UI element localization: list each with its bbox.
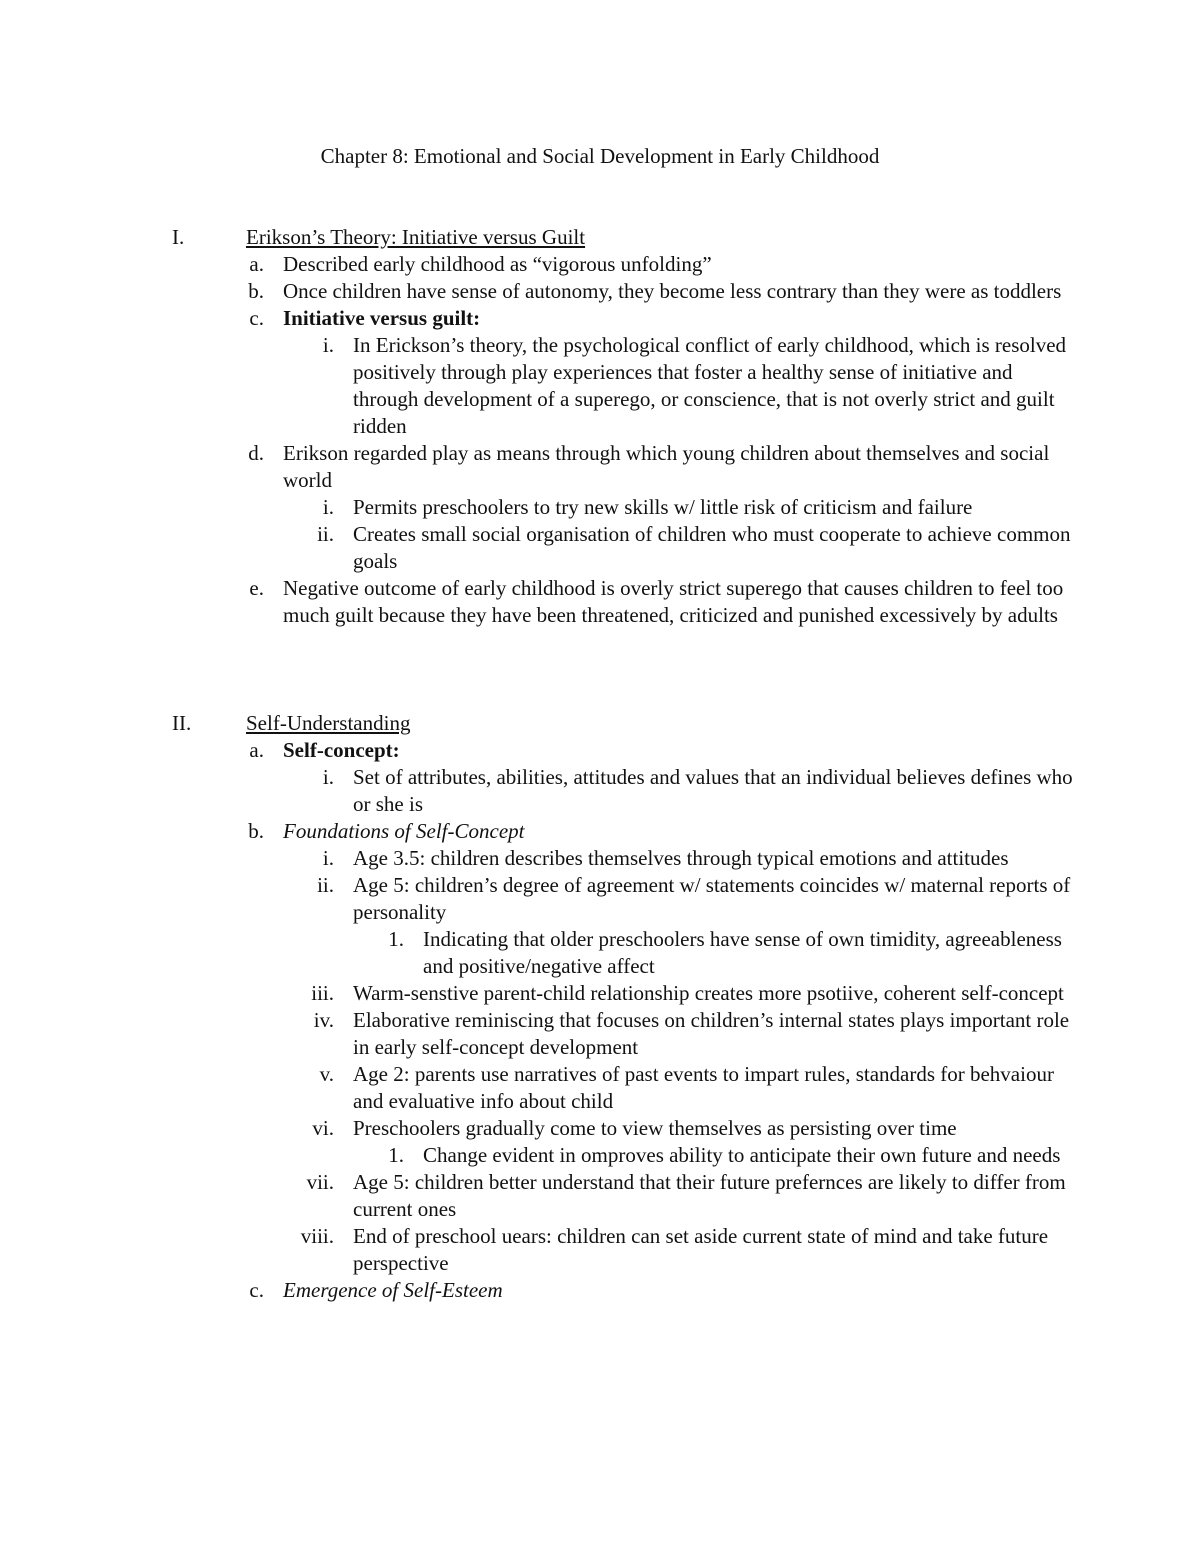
item-text: Described early childhood as “vigorous unfolding” <box>283 252 712 276</box>
item-marker: vi. <box>312 1116 334 1140</box>
list-item <box>0 1061 1200 1115</box>
item-marker: 1. <box>388 927 404 951</box>
list-item <box>0 1007 1200 1061</box>
item-text: End of preschool uears: children can set aside current state of mind and take future perspective <box>353 1224 1049 1275</box>
item-text: Preschoolers gradually come to view themselves as persisting over time <box>353 1116 957 1140</box>
item-marker: c. <box>249 306 264 330</box>
item-text: Permits preschoolers to try new skills w/ little risk of criticism and failure <box>353 495 973 519</box>
item-marker: viii. <box>300 1224 334 1248</box>
item-text: In Erickson’s theory, the psychological conflict of early childhood, which is resolved positively through play experiences that foster a healthy sense of initiative and through development of a superego, or conscience, that is not overly strict and guilt ridden <box>353 333 1067 438</box>
section-number: I. <box>172 225 185 249</box>
list-item <box>0 575 1200 629</box>
section-heading: Erikson’s Theory: Initiative versus Guilt <box>246 225 586 249</box>
item-text: Age 5: children better understand that their future prefernces are likely to differ from current ones <box>353 1170 1066 1221</box>
section-number: II. <box>172 711 192 735</box>
page-title: Chapter 8: Emotional and Social Development in Early Childhood <box>320 144 880 168</box>
list-item <box>0 764 1200 818</box>
item-text: Once children have sense of autonomy, they become less contrary than they were as toddlers <box>283 279 1062 303</box>
item-marker: ii. <box>317 873 334 897</box>
item-marker: b. <box>248 819 264 843</box>
item-marker: c. <box>249 1278 264 1302</box>
list-item <box>0 818 1200 845</box>
item-marker: b. <box>248 279 264 303</box>
item-text: Change evident in omproves ability to anticipate their own future and needs <box>423 1143 1061 1167</box>
item-marker: ii. <box>317 522 334 546</box>
item-marker: iii. <box>311 981 334 1005</box>
item-text: Negative outcome of early childhood is overly strict superego that causes children to feel too much guilt because they have been threatened, criticized and punished excessively by adults <box>283 576 1064 627</box>
item-text: Foundations of Self-Concept <box>283 819 525 843</box>
list-item <box>0 737 1200 764</box>
list-item <box>0 1223 1200 1277</box>
item-marker: 1. <box>388 1143 404 1167</box>
list-item <box>0 1169 1200 1223</box>
list-item <box>0 980 1200 1007</box>
item-text: Erikson regarded play as means through which young children about themselves and social world <box>283 441 1050 492</box>
item-text: Indicating that older preschoolers have sense of own timidity, agreeableness and positive/negative affect <box>423 927 1062 978</box>
item-text: Age 5: children’s degree of agreement w/ statements coincides w/ maternal reports of personality <box>353 873 1071 924</box>
item-text: Self-concept: <box>283 738 400 762</box>
section-heading: Self-Understanding <box>246 711 411 735</box>
item-text: Initiative versus guilt: <box>283 306 481 330</box>
item-text: Age 3.5: children describes themselves through typical emotions and attitudes <box>353 846 1009 870</box>
item-marker: v. <box>319 1062 334 1086</box>
list-item <box>0 1277 1200 1304</box>
item-text: Warm-senstive parent-child relationship creates more psotiive, coherent self-concept <box>353 981 1064 1005</box>
item-text: Age 2: parents use narratives of past events to impart rules, standards for behvaiour and evaluative info about child <box>353 1062 1054 1113</box>
item-marker: vii. <box>306 1170 334 1194</box>
list-item <box>0 494 1200 521</box>
list-item <box>0 251 1200 278</box>
item-marker: i. <box>322 333 334 357</box>
item-marker: e. <box>249 576 264 600</box>
item-text: Elaborative reminiscing that focuses on children’s internal states plays important role in early self-concept development <box>353 1008 1070 1059</box>
item-marker: i. <box>322 495 334 519</box>
list-item <box>0 440 1200 494</box>
list-item <box>0 1115 1200 1142</box>
list-item <box>0 521 1200 575</box>
list-item <box>0 305 1200 332</box>
list-item <box>0 872 1200 926</box>
list-item <box>0 278 1200 305</box>
item-marker: a. <box>249 252 264 276</box>
item-marker: d. <box>248 441 264 465</box>
item-marker: iv. <box>313 1008 334 1032</box>
item-marker: i. <box>322 846 334 870</box>
item-marker: a. <box>249 738 264 762</box>
list-item <box>0 332 1200 440</box>
list-item <box>0 845 1200 872</box>
list-item <box>0 926 1200 980</box>
item-text: Emergence of Self-Esteem <box>283 1278 503 1302</box>
item-text: Set of attributes, abilities, attitudes and values that an individual believes defines who or she is <box>353 765 1073 816</box>
item-text: Creates small social organisation of children who must cooperate to achieve common goals <box>353 522 1071 573</box>
item-marker: i. <box>322 765 334 789</box>
list-item <box>0 1142 1200 1169</box>
